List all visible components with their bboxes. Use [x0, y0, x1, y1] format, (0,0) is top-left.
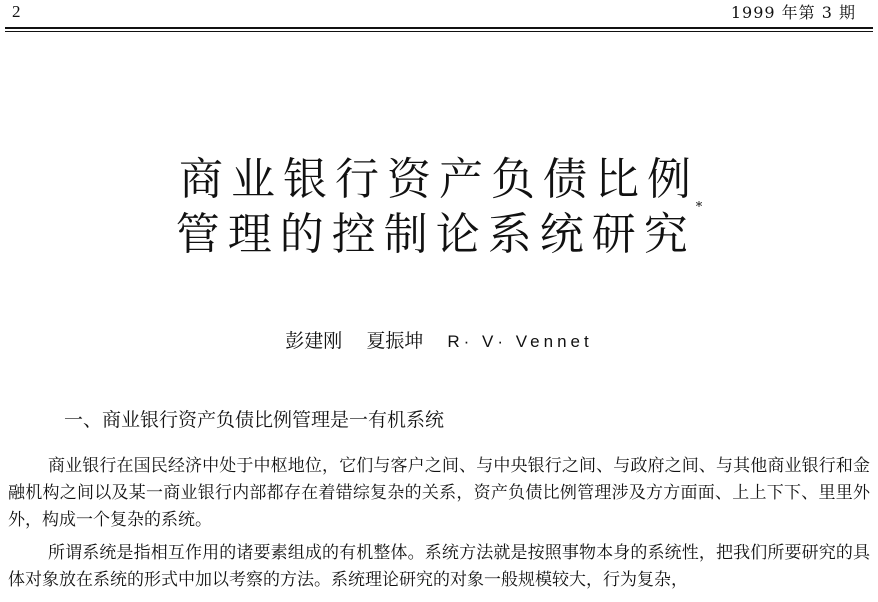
author-3: R· V· Vennet — [447, 332, 593, 351]
author-2: 夏振坤 — [366, 330, 424, 352]
header-rule-thin — [5, 31, 873, 32]
article-title-line-2 — [0, 198, 878, 262]
page-number: 2 — [12, 2, 21, 21]
body-paragraph-2: 所谓系统是指相互作用的诸要素组成的有机整体。系统方法就是按照事物本身的系统性，把我们所要研究的具体对象放在系统的形式中加以考察的方法。系统理论研究的对象一般规模较大，行为复杂， — [8, 543, 870, 590]
author-line — [0, 326, 878, 353]
author-1: 彭建刚 — [285, 330, 343, 352]
title-line-1-text: 商业银行资产负债比例 — [179, 154, 699, 205]
header-rule-thick — [5, 27, 873, 29]
title-line-2-text: 管理的控制论系统研究 — [175, 209, 696, 260]
section-heading: 一、商业银行资产负债比例管理是一有机系统 — [64, 409, 445, 431]
body-paragraph-1: 商业银行在国民经济中处于中枢地位，它们与客户之间、与中央银行之间、与政府之间、与其他商业银行和金融机构之间以及某一商业银行内部都存在着错综复杂的关系，资产负债比例管理涉及方方面面、上上下下、里里外外，构成一个复杂的系统。 — [8, 456, 870, 530]
running-header — [0, 0, 878, 30]
journal-issue: 1999 年第 3 期 — [730, 3, 856, 22]
title-footnote-mark: * — [695, 200, 703, 215]
